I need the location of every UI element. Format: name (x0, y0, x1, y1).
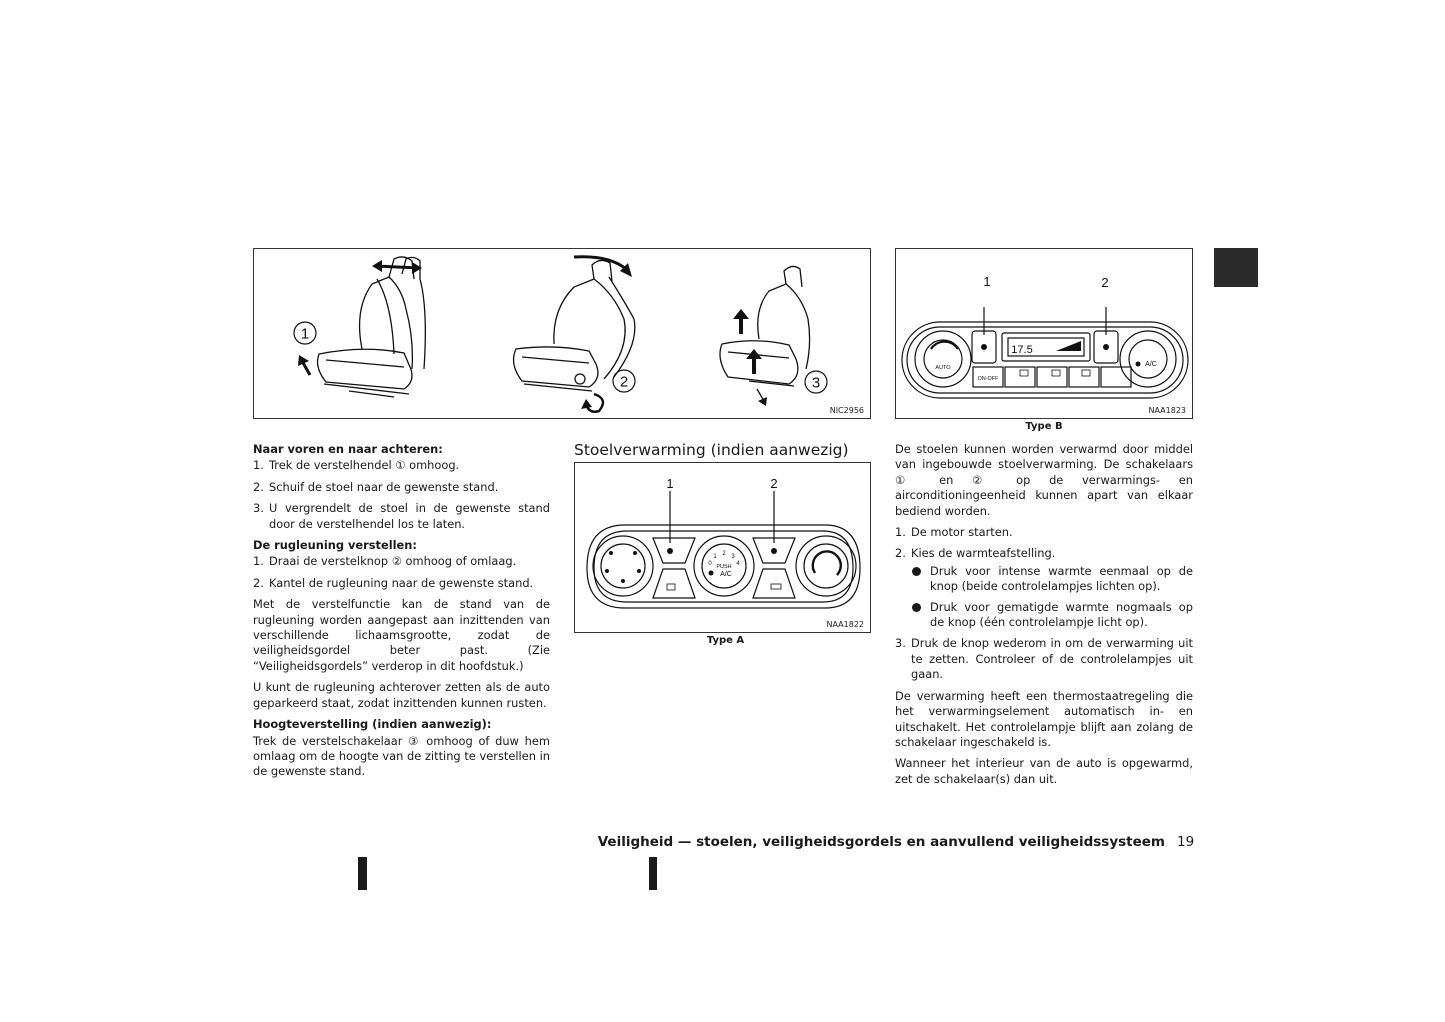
type-a-push-label: PUSH (716, 564, 732, 570)
list-item: 3. U vergrendelt de stoel in de gewenste stand door de verstelhendel los te laten. (253, 501, 550, 531)
heading-backrest: De rugleuning verstellen: (253, 538, 417, 553)
seat-figure-code: NIC2956 (829, 406, 864, 415)
list-item: 1. De motor starten. (895, 525, 1013, 540)
type-b-callout-2: 2 (1101, 275, 1109, 290)
footer-chapter-title: Veiligheid — stoelen, veiligheidsgordels en aanvullend veiligheidssysteem (597, 834, 1165, 850)
list-item: 3. Druk de knop wederom in om de verwarming uit te zetten. Controleer of de controlelampjes uit gaan. (895, 636, 1193, 682)
type-b-ac-label: A/C (1145, 361, 1157, 368)
chapter-tab (1214, 248, 1258, 287)
seat-2-drawing (514, 260, 635, 391)
list-item: Druk voor intense warmte eenmaal op de knop (beide controlelampjes lichten op). (911, 564, 1193, 595)
list-item: 2. Kantel de rugleuning naar de gewenste stand. (253, 575, 534, 590)
crop-marker-right (649, 857, 657, 890)
heading-forward-back: Naar voren en naar achteren: (253, 442, 443, 456)
seat-illustration (254, 249, 872, 420)
type-a-callout-2: 2 (770, 476, 778, 491)
seat-adjustment-figure (253, 248, 871, 419)
paragraph-heating-intro: De stoelen kunnen worden verwarmd door middel van ingebouwde stoelverwarming. De schakelaars ① en ② op de verwarmings- en airconditioningeenheid kunnen apart van elkaar bediend worden. (895, 442, 1193, 518)
type-a-dial-3: 3 (731, 554, 735, 560)
list-item: 2. Schuif de stoel naar de gewenste stand. (253, 479, 499, 494)
right-column (895, 442, 1193, 793)
type-a-figure-code: NAA1822 (826, 620, 864, 629)
type-a-dial-0: 0 (708, 561, 712, 567)
type-a-figure (574, 462, 871, 633)
type-a-caption: Type A (706, 635, 745, 646)
crop-marker-left (358, 857, 367, 890)
seat-callout-3: 3 (811, 374, 821, 392)
section-title-seat-heating: Stoelverwarming (indien aanwezig) (574, 441, 849, 459)
list-heating-options (911, 564, 1193, 631)
page-number: 19 (1177, 834, 1195, 850)
type-b-figure-code: NAA1823 (1148, 406, 1186, 415)
type-a-panel-illustration (575, 463, 872, 634)
type-b-auto-label: AUTO (935, 365, 951, 371)
paragraph-backrest-info: Met de verstelfunctie kan de stand van de rugleuning worden aangepast aan inzittenden van verschillende lichaamsgrootte, zodat de veiligheidsgordel beter past. (Zie “Veiligheidsgordels” verderop in dit hoofdstuk.) (253, 597, 550, 673)
type-b-caption: Type B (1025, 421, 1063, 432)
list-heating-steps (895, 525, 1193, 562)
seat-1-drawing (318, 257, 426, 397)
type-a-dial-4: 4 (736, 561, 740, 567)
seat-3-drawing (720, 266, 810, 386)
bullet-icon (912, 603, 921, 612)
paragraph-height: Trek de verstelschakelaar ③ omhoog of duw hem omlaag om de hoogte van de zitting te verstellen in de gewenste stand. (253, 733, 550, 779)
list-item: 2. Kies de warmteafstelling. (895, 546, 1056, 561)
type-b-on-off-label: ON-OFF (977, 376, 999, 382)
paragraph-switch-off: Wanneer het interieur van de auto is opgewarmd, zet de schakelaar(s) dan uit. (895, 756, 1193, 786)
type-b-display-readout: 17.5 (1011, 344, 1033, 356)
left-column (253, 442, 550, 786)
type-b-callout-1: 1 (983, 274, 991, 289)
type-a-ac-label: A/C (720, 571, 732, 578)
type-a-dial-1: 1 (713, 554, 717, 560)
seat-callout-1: 1 (300, 325, 310, 343)
type-b-figure (895, 248, 1193, 419)
list-item: Druk voor gematigde warmte nogmaals op de knop (één controlelampje licht op). (911, 600, 1193, 631)
list-backrest (253, 554, 550, 591)
bullet-icon (912, 567, 921, 576)
paragraph-thermostat: De verwarming heeft een thermostaatregeling die het verwarmingselement automatisch in- en uitschakelt. Het controlelampje blijft aan zolang de schakelaar ingeschakeld is. (895, 688, 1193, 749)
list-item: 1. Trek de verstelhendel ① omhoog. (253, 458, 460, 473)
heading-height: Hoogteverstelling (indien aanwezig): (253, 717, 492, 732)
paragraph-backrest-rest: U kunt de rugleuning achterover zetten als de auto geparkeerd staat, zodat inzittenden kunnen rusten. (253, 680, 550, 710)
list-heating-off (895, 636, 1193, 682)
seat-callout-2: 2 (619, 373, 629, 391)
type-a-dial-2: 2 (722, 551, 726, 557)
type-a-callout-1: 1 (666, 476, 674, 491)
type-b-panel-illustration (896, 249, 1194, 420)
list-item: 1. Draai de verstelknop ② omhoog of omlaag. (253, 554, 517, 569)
list-forward-back (253, 458, 550, 532)
